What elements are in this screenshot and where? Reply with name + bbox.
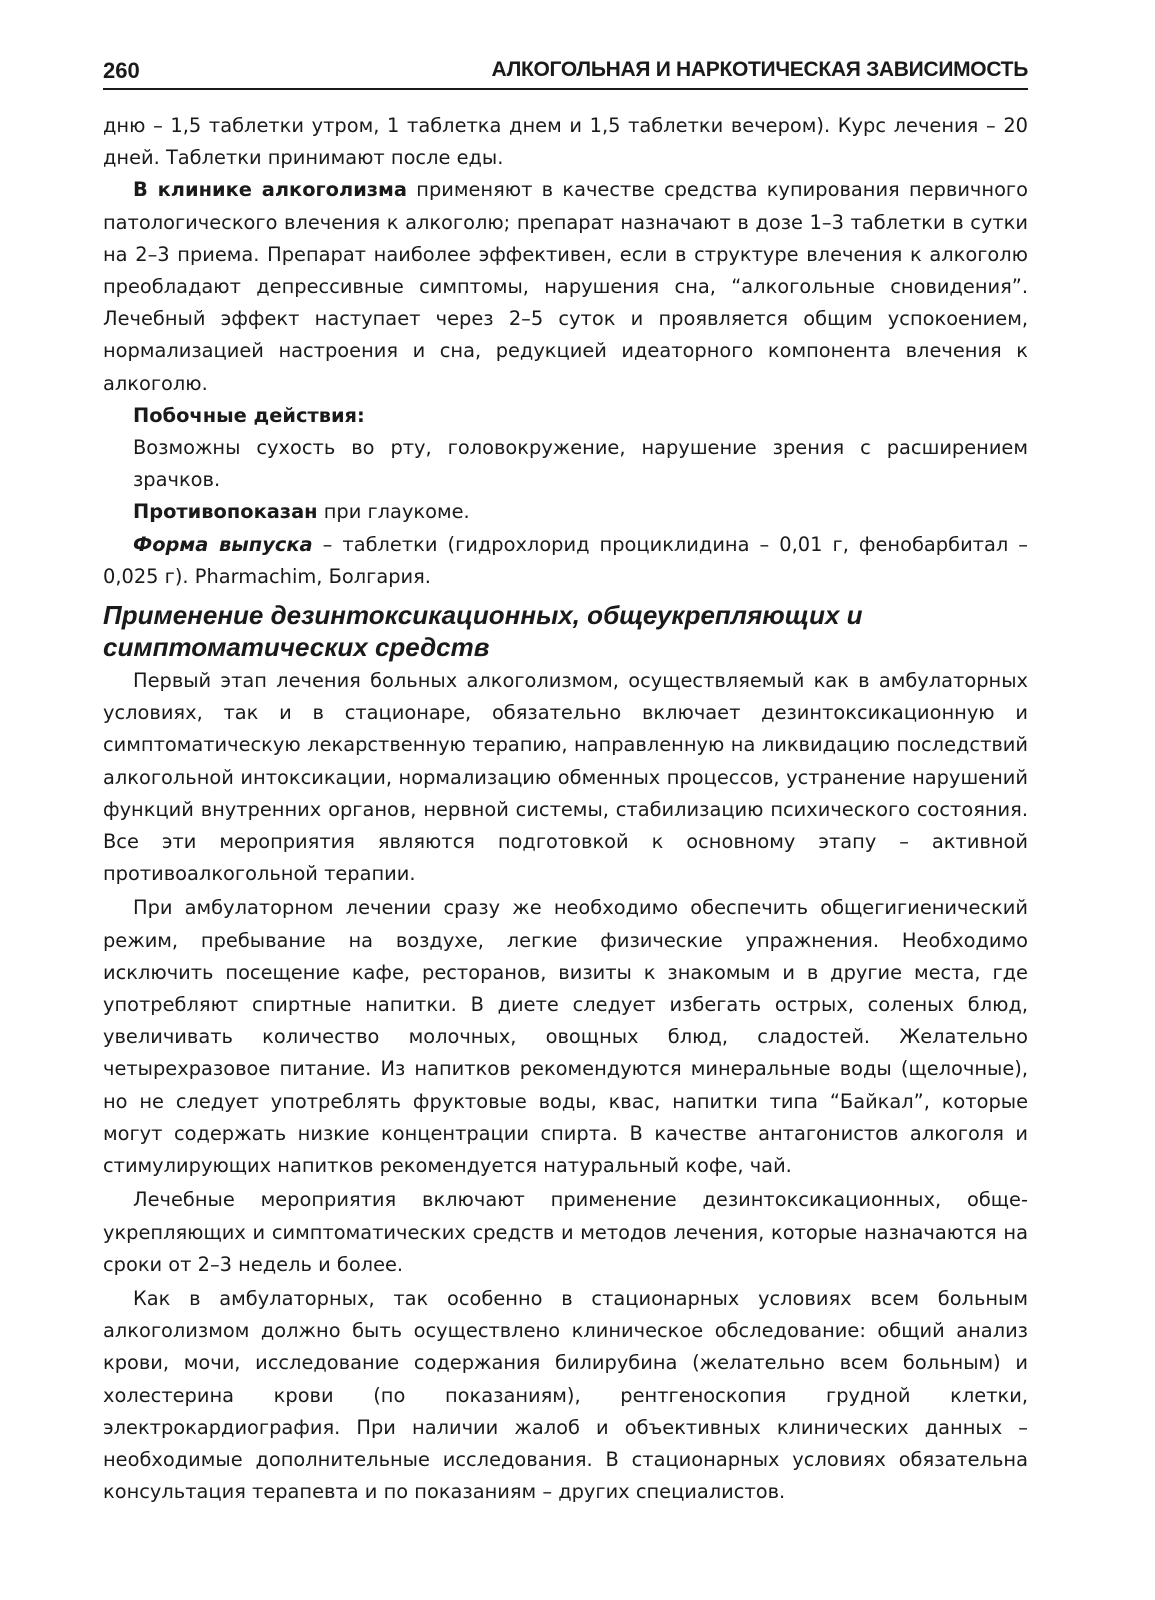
clinic-lead: В клинике алкоголизма: [133, 178, 407, 202]
book-page: [103, 56, 1028, 1508]
contraindication-text: при глаукоме.: [317, 500, 470, 524]
running-head: АЛКОГОЛЬНАЯ И НАРКОТИЧЕСКАЯ ЗАВИСИМОСТЬ: [491, 58, 1028, 81]
page-body: [103, 110, 1028, 1508]
page-header: [103, 56, 1028, 90]
release-form-text: – таблетки (гидрохлорид проциклидина – 0,01 г, фенобарбитал – 0,025 г). Pharmachim, Болгария.: [103, 532, 1028, 588]
page-number: 260: [103, 58, 140, 83]
body-paragraph: Первый этап лечения больных алкоголизмом, осуществляемый как в амбулаторных условиях, так и в стационаре, обязательно включает дезинтоксикационную и симптоматическую лекарственную терапию, направленную на ликвидацию последствий алкогольной интоксикации, нормализацию обменных процессов, устранение нарушений функций внутренних органов, нервной системы, стабилизацию психического состояния. Все эти мероприятия являются подготовкой к основному этапу – активной противоалкогольной терапии.: [103, 669, 1028, 886]
release-form-paragraph: [103, 529, 1028, 593]
body-paragraph: Лечебные мероприятия включают применение дезинтоксикационных, общеукрепляющих и симптоматических средств и методов лечения, которые назначаются на сроки от 2–3 недель и более.: [103, 1188, 1028, 1276]
body-paragraph: Как в амбулаторных, так особенно в стационарных условиях всем больным алкоголизмом должно быть осуществлено клиническое обследование: общий анализ крови, мочи, исследование содержания билирубина (желательно всем больным) и холестерина крови (по показаниям), рентгеноскопия грудной клетки, электрокардиография. При наличии жалоб и объективных клинических данных – необходимые дополнительные исследования. В стационарных условиях обязательна консультация терапевта и по показаниям – других специалистов.: [103, 1286, 1028, 1504]
continuation-paragraph: дню – 1,5 таблетки утром, 1 таблетка днем и 1,5 таблетки вечером). Курс лечения – 20 дней. Таблетки принимают после еды.: [103, 114, 1028, 170]
side-effects-heading: Побочные действия:: [133, 403, 365, 427]
side-effects-text: Возможны сухость во рту, головокружение, нарушение зрения с расширением зрачков.: [133, 436, 1028, 492]
contraindication-paragraph: [103, 496, 1028, 528]
section-heading: Применение дезинтоксикационных, общеукрепляющих и симптоматических средств: [103, 600, 863, 663]
clinic-text: применяют в качестве средства купирования первичного патологического влечения к алкоголю; препарат назначают в дозе 1–3 таблетки в сутки на 2–3 приема. Препарат наиболее эффективен, если в структуре влечения к алкоголю преобладают депрессивные симптомы, нарушения сна, “алкогольные сновидения”. Лечебный эффект наступает через 2–5 суток и проявляется общим успокоением, нормализацией настроения и сна, редукцией идеаторного компонента влечения к алкоголю.: [103, 178, 1028, 395]
contraindication-lead: Противопоказан: [133, 500, 318, 524]
clinic-paragraph: [103, 174, 1028, 399]
body-paragraph: При амбулаторном лечении сразу же необходимо обеспечить общегигиенический режим, пребывание на воздухе, легкие физические упражнения. Необходимо исключить посещение кафе, ресторанов, визиты к знакомым и в другие места, где употребляют спиртные напитки. В диете следует избегать острых, соленых блюд, увеличивать количество молочных, овощных блюд, сладостей. Желательно четырехразовое питание. Из напитков рекомендуются минеральные воды (щелочные), но не следует употреблять фруктовые воды, квас, напитки типа “Байкал”, которые могут содержать низкие концентрации спирта. В качестве антагонистов алкоголя и стимулирующих напитков рекомендуется натуральный кофе, чай.: [103, 896, 1028, 1178]
release-form-lead: Форма выпуска: [133, 532, 313, 556]
